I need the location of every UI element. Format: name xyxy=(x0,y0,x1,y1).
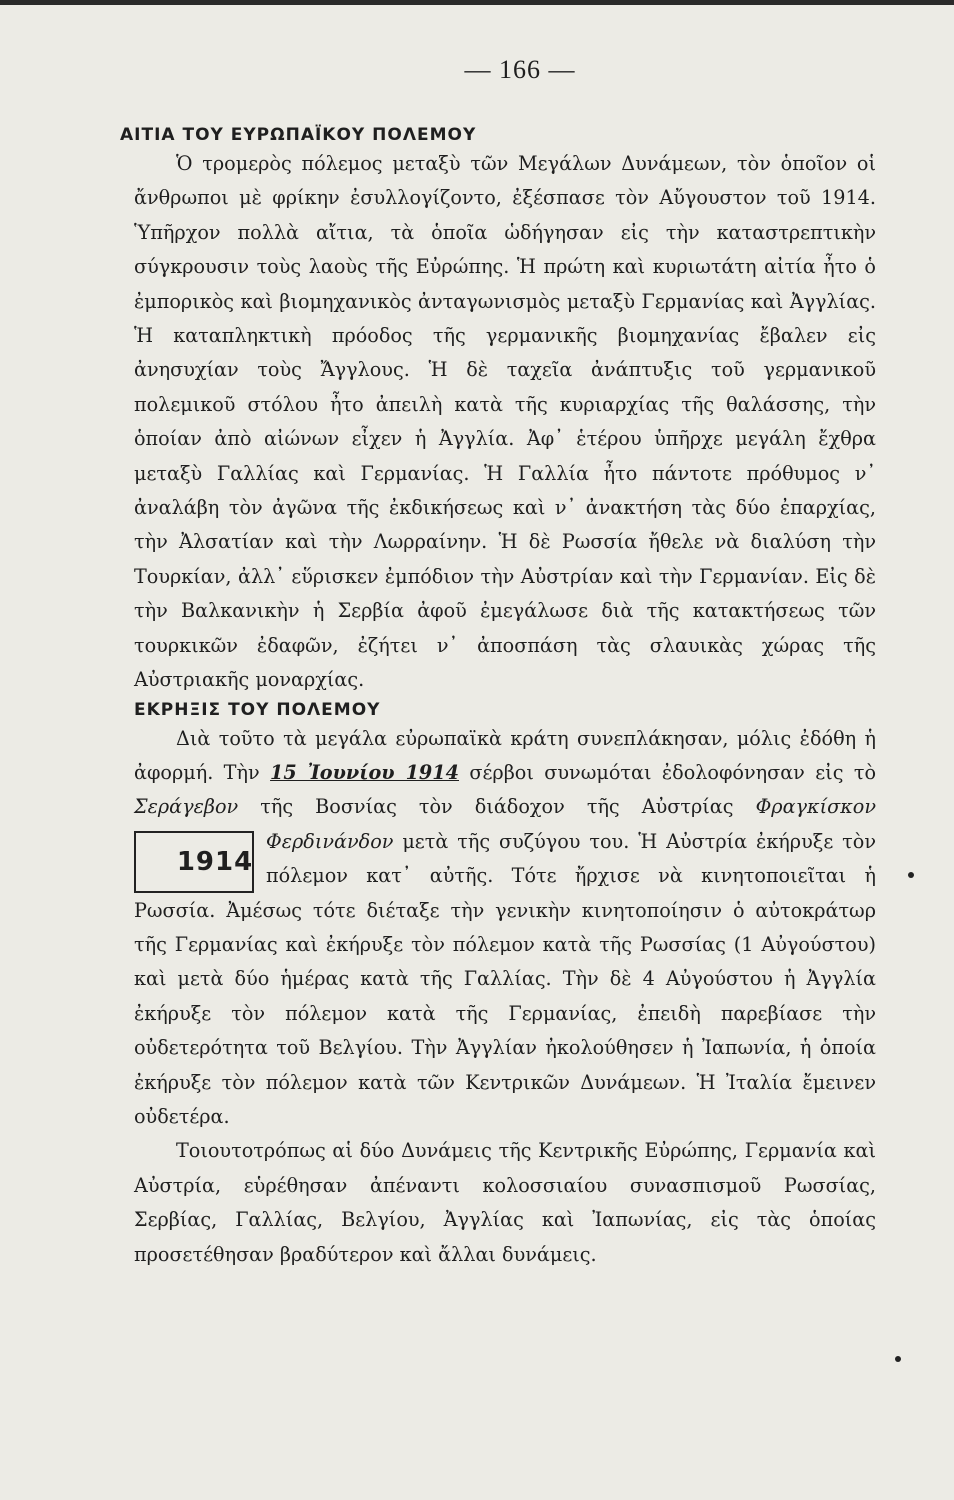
section-heading-outbreak: ΕΚΡΗΞΙΣ ΤΟΥ ΠΟΛΕΜΟΥ xyxy=(134,699,381,720)
place-name: Σεράγεβον xyxy=(134,795,239,819)
year-margin-box: 1914 xyxy=(134,831,254,893)
top-edge-rule xyxy=(0,0,954,5)
text-run: μετὰ τῆς συζύγου του. Ἡ Αὐστρία ἐκήρυξε τὸν πόλεμον κατ᾿ αὐτῆς. Τότε ἤρχισε νὰ κινητοποιεῖται ἡ Ρωσσία. Ἀμέσως τότε διέταξε τὴν γενικὴν κινητοποίησιν ὁ αὐτοκράτωρ τῆς Γερμανίας καὶ ἐκήρυξε τὸν πόλεμον κατὰ τῆς Ρωσσίας (1 Αὐγούστου) καὶ μετὰ δύο ἡμέρας κατὰ τῆς Γαλλίας. Τὴν δὲ 4 Αὐγούστου ἡ Ἀγγλία ἐκήρυξε τὸν πόλεμον κατὰ τῆς Γερμανίας, ἐπειδὴ παρεβίασε τὴν οὐδετερότητα τοῦ Βελγίου. Τὴν Ἀγγλίαν ἠκολούθησεν ἡ Ἰαπωνία, ἡ ὁποία ἐκήρυξε τὸν πόλεμον κατὰ τῶν Κεντρικῶν Δυνάμεων. Ἡ Ἰταλία ἔμεινεν οὐδετέρα. xyxy=(134,829,876,1128)
section-heading-causes: ΑΙΤΙΑ ΤΟΥ ΕΥΡΩΠΑΪΚΟΥ ΠΟΛΕΜΟΥ xyxy=(120,125,477,145)
margin-speck xyxy=(908,872,914,878)
paragraph-causes: Ὁ τρομερὸς πόλεμος μεταξὺ τῶν Μεγάλων Δυνάμεων, τὸν ὁποῖον οἱ ἄνθρωποι μὲ φρίκην ἐσυλλογίζοντο, ἐξέσπασε τὸν Αὔγουστον τοῦ 1914. Ὑπῆρχον πολλὰ αἴτια, τὰ ὁποῖα ὡδήγησαν εἰς τὴν καταστρεπτικὴν σύγκρουσιν τοὺς λαοὺς τῆς Εὐρώπης. Ἡ πρώτη καὶ κυριωτάτη αἰτία ἦτο ὁ ἐμπορικὸς καὶ βιομηχανικὸς ἀνταγωνισμὸς μεταξὺ Γερμανίας καὶ Ἀγγλίας. Ἡ καταπληκτικὴ πρόοδος τῆς γερμανικῆς βιομηχανίας ἔβαλεν εἰς ἀνησυχίαν τοὺς Ἄγγλους. Ἡ δὲ ταχεῖα ἀνάπτυξις τοῦ γερμανικοῦ πολεμικοῦ στόλου ἦτο ἀπειλὴ κατὰ τῆς κυριαρχίας τῆς θαλάσσης, τὴν ὁποίαν ἀπὸ αἰώνων εἶχεν ἡ Ἀγγλία. Ἀφ᾿ ἑτέρου ὑπῆρχε μεγάλη ἔχθρα μεταξὺ Γαλλίας καὶ Γερμανίας. Ἡ Γαλλία ἦτο πάντοτε πρόθυμος ν᾿ ἀναλάβη τὸν ἀγῶνα τῆς ἐκδικήσεως καὶ ν᾿ ἀνακτήση τὰς δύο ἐπαρχίας, τὴν Ἀλσατίαν καὶ τὴν Λωρραίνην. Ἡ δὲ Ρωσσία ἤθελε νὰ διαλύση τὴν Τουρκίαν, ἀλλ᾿ εὕρισκεν ἐμπόδιον τὴν Αὐστρίαν καὶ τὴν Γερμανίαν. Εἰς δὲ τὴν Βαλκανικὴν ἡ Σερβία ἀφοῦ ἐμεγάλωσε διὰ τῆς κατακτήσεως τῶν τουρκικῶν ἐδαφῶν, ἐζήτει ν᾿ ἀποσπάση τὰς σλαυικὰς χώρας τῆς Αὐστριακῆς μοναρχίας. xyxy=(134,152,876,692)
paragraph-outbreak xyxy=(134,722,876,1135)
text-run: σέρβοι συνωμόται ἐδολοφόνησαν εἰς τὸ xyxy=(459,760,877,784)
text-run: τῆς Βοσνίας τὸν διάδοχον τῆς Αὐστρίας xyxy=(238,795,756,819)
paragraph-coalition: Τοιουτοτρόπως αἱ δύο Δυνάμεις τῆς Κεντρικῆς Εὐρώπης, Γερμανία καὶ Αὐστρία, εὑρέθησαν ἀπέναντι κολοσσιαίου συνασπισμοῦ Ρωσσίας, Σερβίας, Γαλλίας, Βελγίου, Ἀγγλίας καὶ Ἰαπωνίας, εἰς τὰς ὁποίας προσετέθησαν βραδύτερον καὶ ἄλλαι δυνάμεις. xyxy=(134,1139,876,1266)
text-run: Διὰ τοῦτο τὰ μεγάλα εὐρωπαϊκὰ κράτη συνεπλάκησαν, μόλις ἐδόθη ἡ ἀφορμή. Τὴν xyxy=(134,726,876,784)
assassination-date: 15 Ἰουνίου 1914 xyxy=(270,760,459,784)
person-name: Φραγκίσκον Φερδινάνδον xyxy=(266,795,876,853)
book-page xyxy=(120,55,877,1272)
page-number: — 166 — xyxy=(464,55,576,84)
margin-speck xyxy=(895,1356,901,1362)
